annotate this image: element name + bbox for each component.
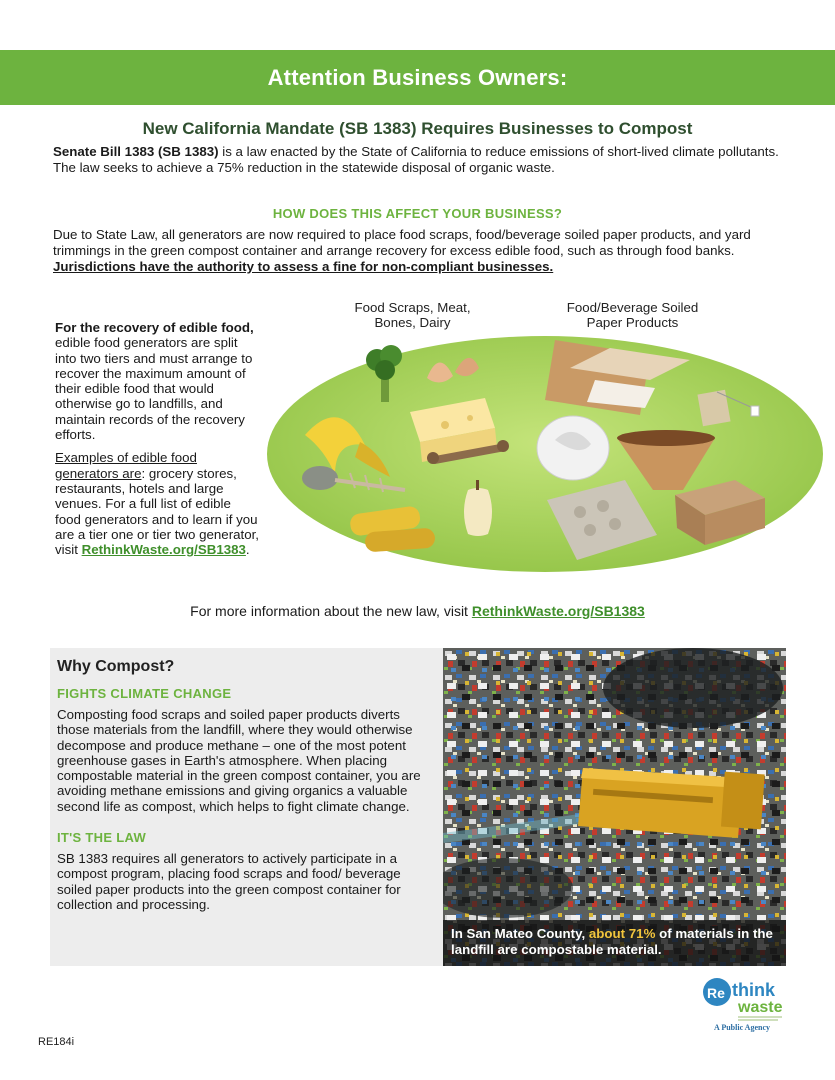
affect-paragraph (53, 227, 783, 275)
recovery-bold: For the recovery of edible food, (55, 320, 254, 335)
soiled-paper-label (555, 300, 710, 330)
landfill-image (443, 648, 786, 966)
document-code: RE184i (38, 1036, 75, 1048)
soiled-paper-label-line2: Paper Products (586, 315, 679, 330)
recovery-link[interactable]: RethinkWaste.org/SB1383 (81, 542, 246, 558)
climate-text: Composting food scraps and soiled paper products diverts those materials from the landfill, where they would otherwise decompose and produce methane – one of the most potent greenhouse gases in Earth's atmosphere. When placing compostable material in the green compost container, you are avoiding methane emissions and giving organics a valuable second life as compost, which helps to fight climate change. (57, 707, 421, 814)
food-scraps-label-line2: Bones, Dairy (374, 315, 451, 330)
law-heading: IT'S THE LAW (57, 830, 147, 846)
paper-plate-icon (537, 416, 609, 480)
landfill-photo (443, 648, 786, 966)
svg-text:Re: Re (707, 985, 725, 1001)
fine-warning: Jurisdictions have the authority to assess a fine for non-compliant businesses. (53, 259, 554, 274)
more-info-text: For more information about the new law, visit (190, 603, 472, 619)
edible-food-recovery (55, 320, 260, 565)
header-banner (0, 50, 835, 105)
affect-heading: HOW DOES THIS AFFECT YOUR BUSINESS? (272, 206, 563, 221)
caption-pre: In San Mateo County, (451, 926, 589, 941)
intro-bold: Senate Bill 1383 (SB 1383) (53, 144, 219, 159)
examples-label: Examples of edible food generators are (55, 450, 197, 481)
rethinkwaste-logo (702, 975, 784, 1033)
svg-text:A Public Agency: A Public Agency (714, 1023, 771, 1032)
more-info-link[interactable]: RethinkWaste.org/SB1383 (471, 603, 645, 619)
why-compost-panel (50, 648, 443, 966)
intro-text: is a law enacted by the State of California to reduce emissions of short-lived climate pollutants. The law seeks to achieve a 75% reduction in the statewide disposal of organic waste. (53, 144, 779, 175)
examples-end: . (245, 542, 250, 558)
examples-text: : grocery stores, restaurants, hotels and large venues. For a full list of edible food generators and to learn if you are a tier one or tier two generator, visit (55, 465, 259, 558)
mandate-subtitle: New California Mandate (SB 1383) Requires Businesses to Compost (142, 119, 693, 138)
caption-post: of materials in the landfill are compostable material. (451, 926, 773, 957)
climate-heading: FIGHTS CLIMATE CHANGE (57, 686, 232, 701)
svg-text:think: think (732, 980, 775, 1000)
recovery-text: edible food generators are split into two tiers and must arrange to recover the maximum amount of their edible food that would otherwise go to landfills, and maintain records of the recovery efforts. (55, 335, 253, 443)
examples-paragraph (55, 450, 260, 557)
food-scraps-label (340, 300, 485, 330)
soiled-paper-label-line1: Food/Beverage Soiled (566, 300, 699, 315)
intro-paragraph (53, 144, 783, 176)
why-compost-title: Why Compost? (57, 658, 175, 675)
affect-text: Due to State Law, all generators are now required to place food scraps, food/beverage soiled paper products, and yard trimmings in the green compost container and arrange recovery for excess edible food, such as through food banks. (53, 227, 751, 258)
law-text: SB 1383 requires all generators to actively participate in a compost program, placing food scraps and food/ beverage soiled paper products into the green compost container for collection and processing. (57, 851, 401, 912)
caption-highlight: about 71% (588, 926, 656, 941)
more-info-line (0, 603, 835, 619)
svg-text:waste: waste (738, 999, 783, 1016)
banner-title: Attention Business Owners: (267, 64, 568, 90)
compostables-illustration (265, 330, 825, 575)
food-scraps-label-line1: Food Scraps, Meat, (354, 300, 471, 315)
dump-truck-icon (578, 768, 765, 838)
landfill-caption (443, 920, 786, 966)
recovery-paragraph (55, 320, 260, 442)
